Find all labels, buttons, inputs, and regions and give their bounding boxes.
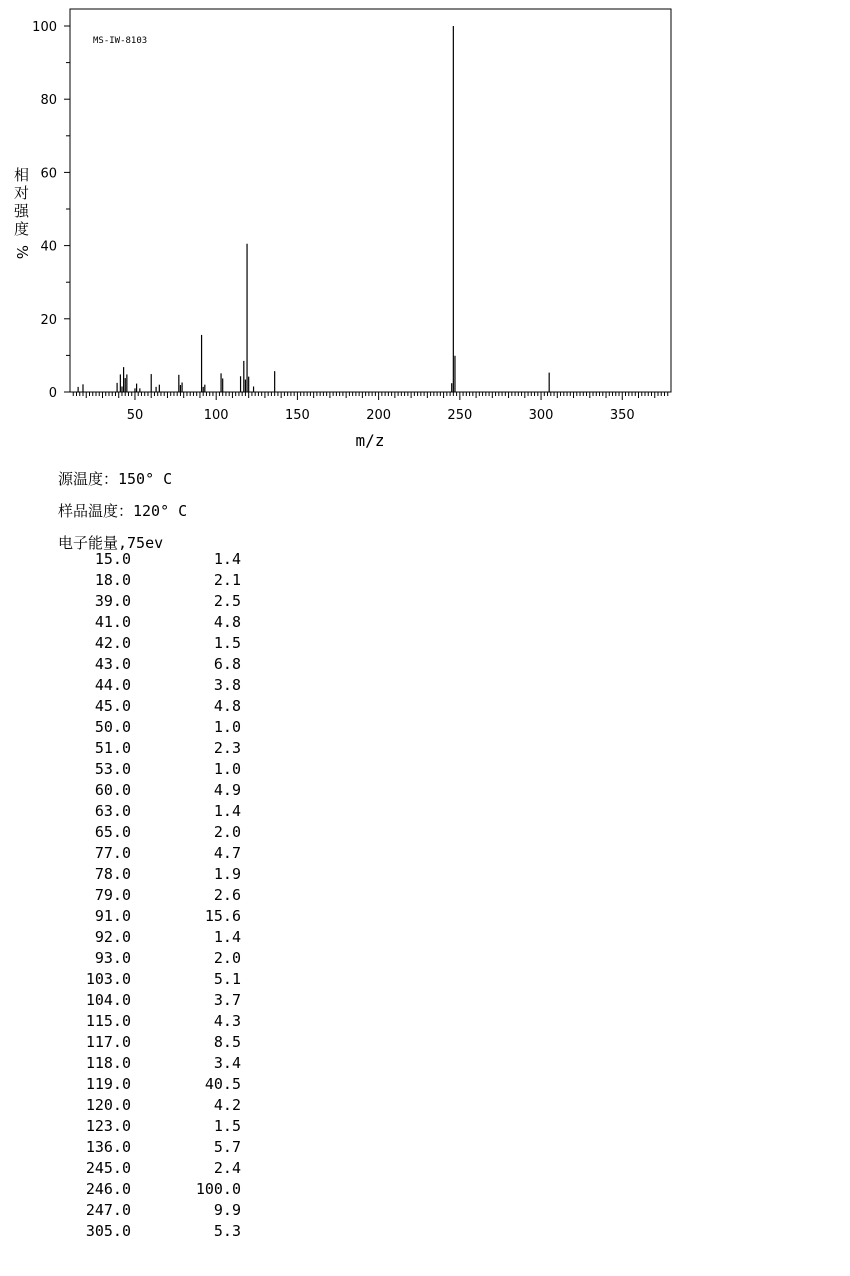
peak-intensity: 2.4: [213, 1159, 241, 1177]
peak-intensity: 9.9: [213, 1201, 241, 1219]
peak-mz: 39.0: [94, 592, 131, 610]
y-label-char: 对: [14, 184, 30, 202]
x-axis-ticks: [73, 392, 668, 423]
spectrum-peaks: [78, 26, 549, 392]
peak-intensity: 4.8: [213, 613, 241, 631]
electron-energy: 电子能量,75ev: [58, 534, 164, 552]
peak-intensity: 1.9: [213, 865, 241, 883]
peak-mz: 104.0: [85, 991, 131, 1009]
peak-row: [30, 633, 241, 654]
peak-mz: 119.0: [85, 1075, 131, 1093]
peak-row: [30, 864, 241, 885]
peak-intensity: 4.7: [213, 844, 241, 862]
peak-mz: 245.0: [85, 1159, 131, 1177]
peak-intensity: 1.4: [213, 802, 241, 820]
peak-row: [30, 591, 241, 612]
peak-row: [30, 1011, 241, 1032]
peak-mz: 103.0: [85, 970, 131, 988]
peak-mz: 51.0: [94, 739, 131, 757]
peak-row: [30, 990, 241, 1011]
peak-row: [30, 717, 241, 738]
y-tick-label: 40: [40, 239, 57, 255]
peak-mz: 79.0: [94, 886, 131, 904]
x-tick-label: 250: [447, 408, 473, 423]
peak-mz: 305.0: [85, 1222, 131, 1240]
peak-intensity: 1.5: [213, 634, 241, 652]
peak-row: [30, 948, 241, 969]
peak-mz: 92.0: [94, 928, 131, 946]
y-label-char: %: [13, 245, 31, 260]
peak-mz: 63.0: [94, 802, 131, 820]
peak-mz: 247.0: [85, 1201, 131, 1219]
peak-intensity: 8.5: [213, 1033, 241, 1051]
peak-row: [30, 1116, 241, 1137]
peak-intensity: 1.5: [213, 1117, 241, 1135]
peak-row: [30, 843, 241, 864]
peak-row: [30, 885, 241, 906]
y-tick-label: 80: [40, 93, 57, 109]
peak-row: [30, 738, 241, 759]
peak-mz: 45.0: [94, 697, 131, 715]
chart-title: MS-IW-8103: [93, 36, 148, 46]
peak-row: [30, 696, 241, 717]
y-tick-label: 0: [48, 386, 57, 401]
peak-intensity: 6.8: [213, 655, 241, 673]
peak-row: [30, 1158, 241, 1179]
peak-mz: 60.0: [94, 781, 131, 799]
peak-mz: 246.0: [85, 1180, 131, 1198]
peak-intensity: 5.1: [213, 970, 241, 988]
peak-row: [30, 1074, 241, 1095]
peak-intensity: 4.9: [213, 781, 241, 799]
peak-row: [30, 759, 241, 780]
peak-row: [30, 1179, 241, 1200]
peak-row: [30, 1137, 241, 1158]
plot-frame: [70, 9, 671, 392]
peak-intensity: 15.6: [204, 907, 241, 925]
peak-intensity: 40.5: [204, 1075, 241, 1093]
peak-mz: 123.0: [85, 1117, 131, 1135]
peak-mz: 53.0: [94, 760, 131, 778]
peak-mz: 117.0: [85, 1033, 131, 1051]
peak-intensity: 1.4: [213, 550, 241, 568]
peak-intensity: 2.5: [213, 592, 241, 610]
peak-intensity: 4.2: [213, 1096, 241, 1114]
peak-intensity: 3.4: [213, 1054, 241, 1072]
y-tick-label: 20: [40, 312, 57, 328]
x-axis-label: m/z: [355, 431, 385, 450]
peak-mz: 78.0: [94, 865, 131, 883]
peak-row: [30, 780, 241, 801]
peak-row: [30, 1221, 241, 1242]
mass-spectrum-chart: [0, 0, 850, 460]
peak-mz: 44.0: [94, 676, 131, 694]
x-tick-label: 300: [528, 408, 554, 423]
x-tick-label: 200: [366, 408, 392, 423]
peak-row: [30, 675, 241, 696]
peak-row: [30, 654, 241, 675]
peak-intensity: 1.0: [213, 718, 241, 736]
peak-row: [30, 906, 241, 927]
peak-mz: 120.0: [85, 1096, 131, 1114]
peak-row: [30, 612, 241, 633]
peak-row: [30, 1053, 241, 1074]
peak-mz: 91.0: [94, 907, 131, 925]
peak-intensity: 4.3: [213, 1012, 241, 1030]
peak-row: [30, 822, 241, 843]
y-axis-ticks: [32, 20, 70, 401]
y-label-char: 相: [14, 166, 30, 184]
peak-mz: 118.0: [85, 1054, 131, 1072]
peak-mz: 42.0: [94, 634, 131, 652]
peak-mz: 41.0: [94, 613, 131, 631]
peak-row: [30, 549, 241, 570]
sample-temperature: 样品温度：120° C: [58, 502, 188, 520]
peak-row: [30, 927, 241, 948]
peak-intensity: 1.0: [213, 760, 241, 778]
y-tick-label: 60: [40, 166, 57, 182]
x-tick-label: 350: [609, 408, 635, 423]
peak-mz: 93.0: [94, 949, 131, 967]
peak-intensity: 5.7: [213, 1138, 241, 1156]
peak-intensity: 2.0: [213, 949, 241, 967]
y-tick-label: 100: [32, 20, 57, 35]
x-tick-label: 100: [203, 408, 229, 423]
peak-list: [30, 549, 241, 1242]
peak-intensity: 2.3: [213, 739, 241, 757]
x-tick-label: 50: [126, 408, 144, 423]
peak-intensity: 3.7: [213, 991, 241, 1009]
peak-row: [30, 801, 241, 822]
peak-mz: 50.0: [94, 718, 131, 736]
peak-mz: 77.0: [94, 844, 131, 862]
peak-mz: 136.0: [85, 1138, 131, 1156]
y-axis-label: [13, 166, 31, 259]
peak-intensity: 3.8: [213, 676, 241, 694]
peak-row: [30, 969, 241, 990]
peak-row: [30, 1200, 241, 1221]
peak-intensity: 100.0: [195, 1180, 241, 1198]
peak-row: [30, 1032, 241, 1053]
peak-mz: 43.0: [94, 655, 131, 673]
peak-intensity: 2.1: [213, 571, 241, 589]
peak-mz: 65.0: [94, 823, 131, 841]
peak-mz: 15.0: [94, 550, 131, 568]
peak-row: [30, 570, 241, 591]
peak-intensity: 2.0: [213, 823, 241, 841]
x-tick-label: 150: [284, 408, 310, 423]
source-temperature: 源温度：150° C: [58, 470, 173, 488]
peak-mz: 18.0: [94, 571, 131, 589]
peak-row: [30, 1095, 241, 1116]
peak-intensity: 5.3: [213, 1222, 241, 1240]
peak-intensity: 1.4: [213, 928, 241, 946]
y-label-char: 强: [14, 202, 30, 220]
peak-intensity: 2.6: [213, 886, 241, 904]
peak-mz: 115.0: [85, 1012, 131, 1030]
peak-intensity: 4.8: [213, 697, 241, 715]
y-label-char: 度: [14, 220, 30, 238]
